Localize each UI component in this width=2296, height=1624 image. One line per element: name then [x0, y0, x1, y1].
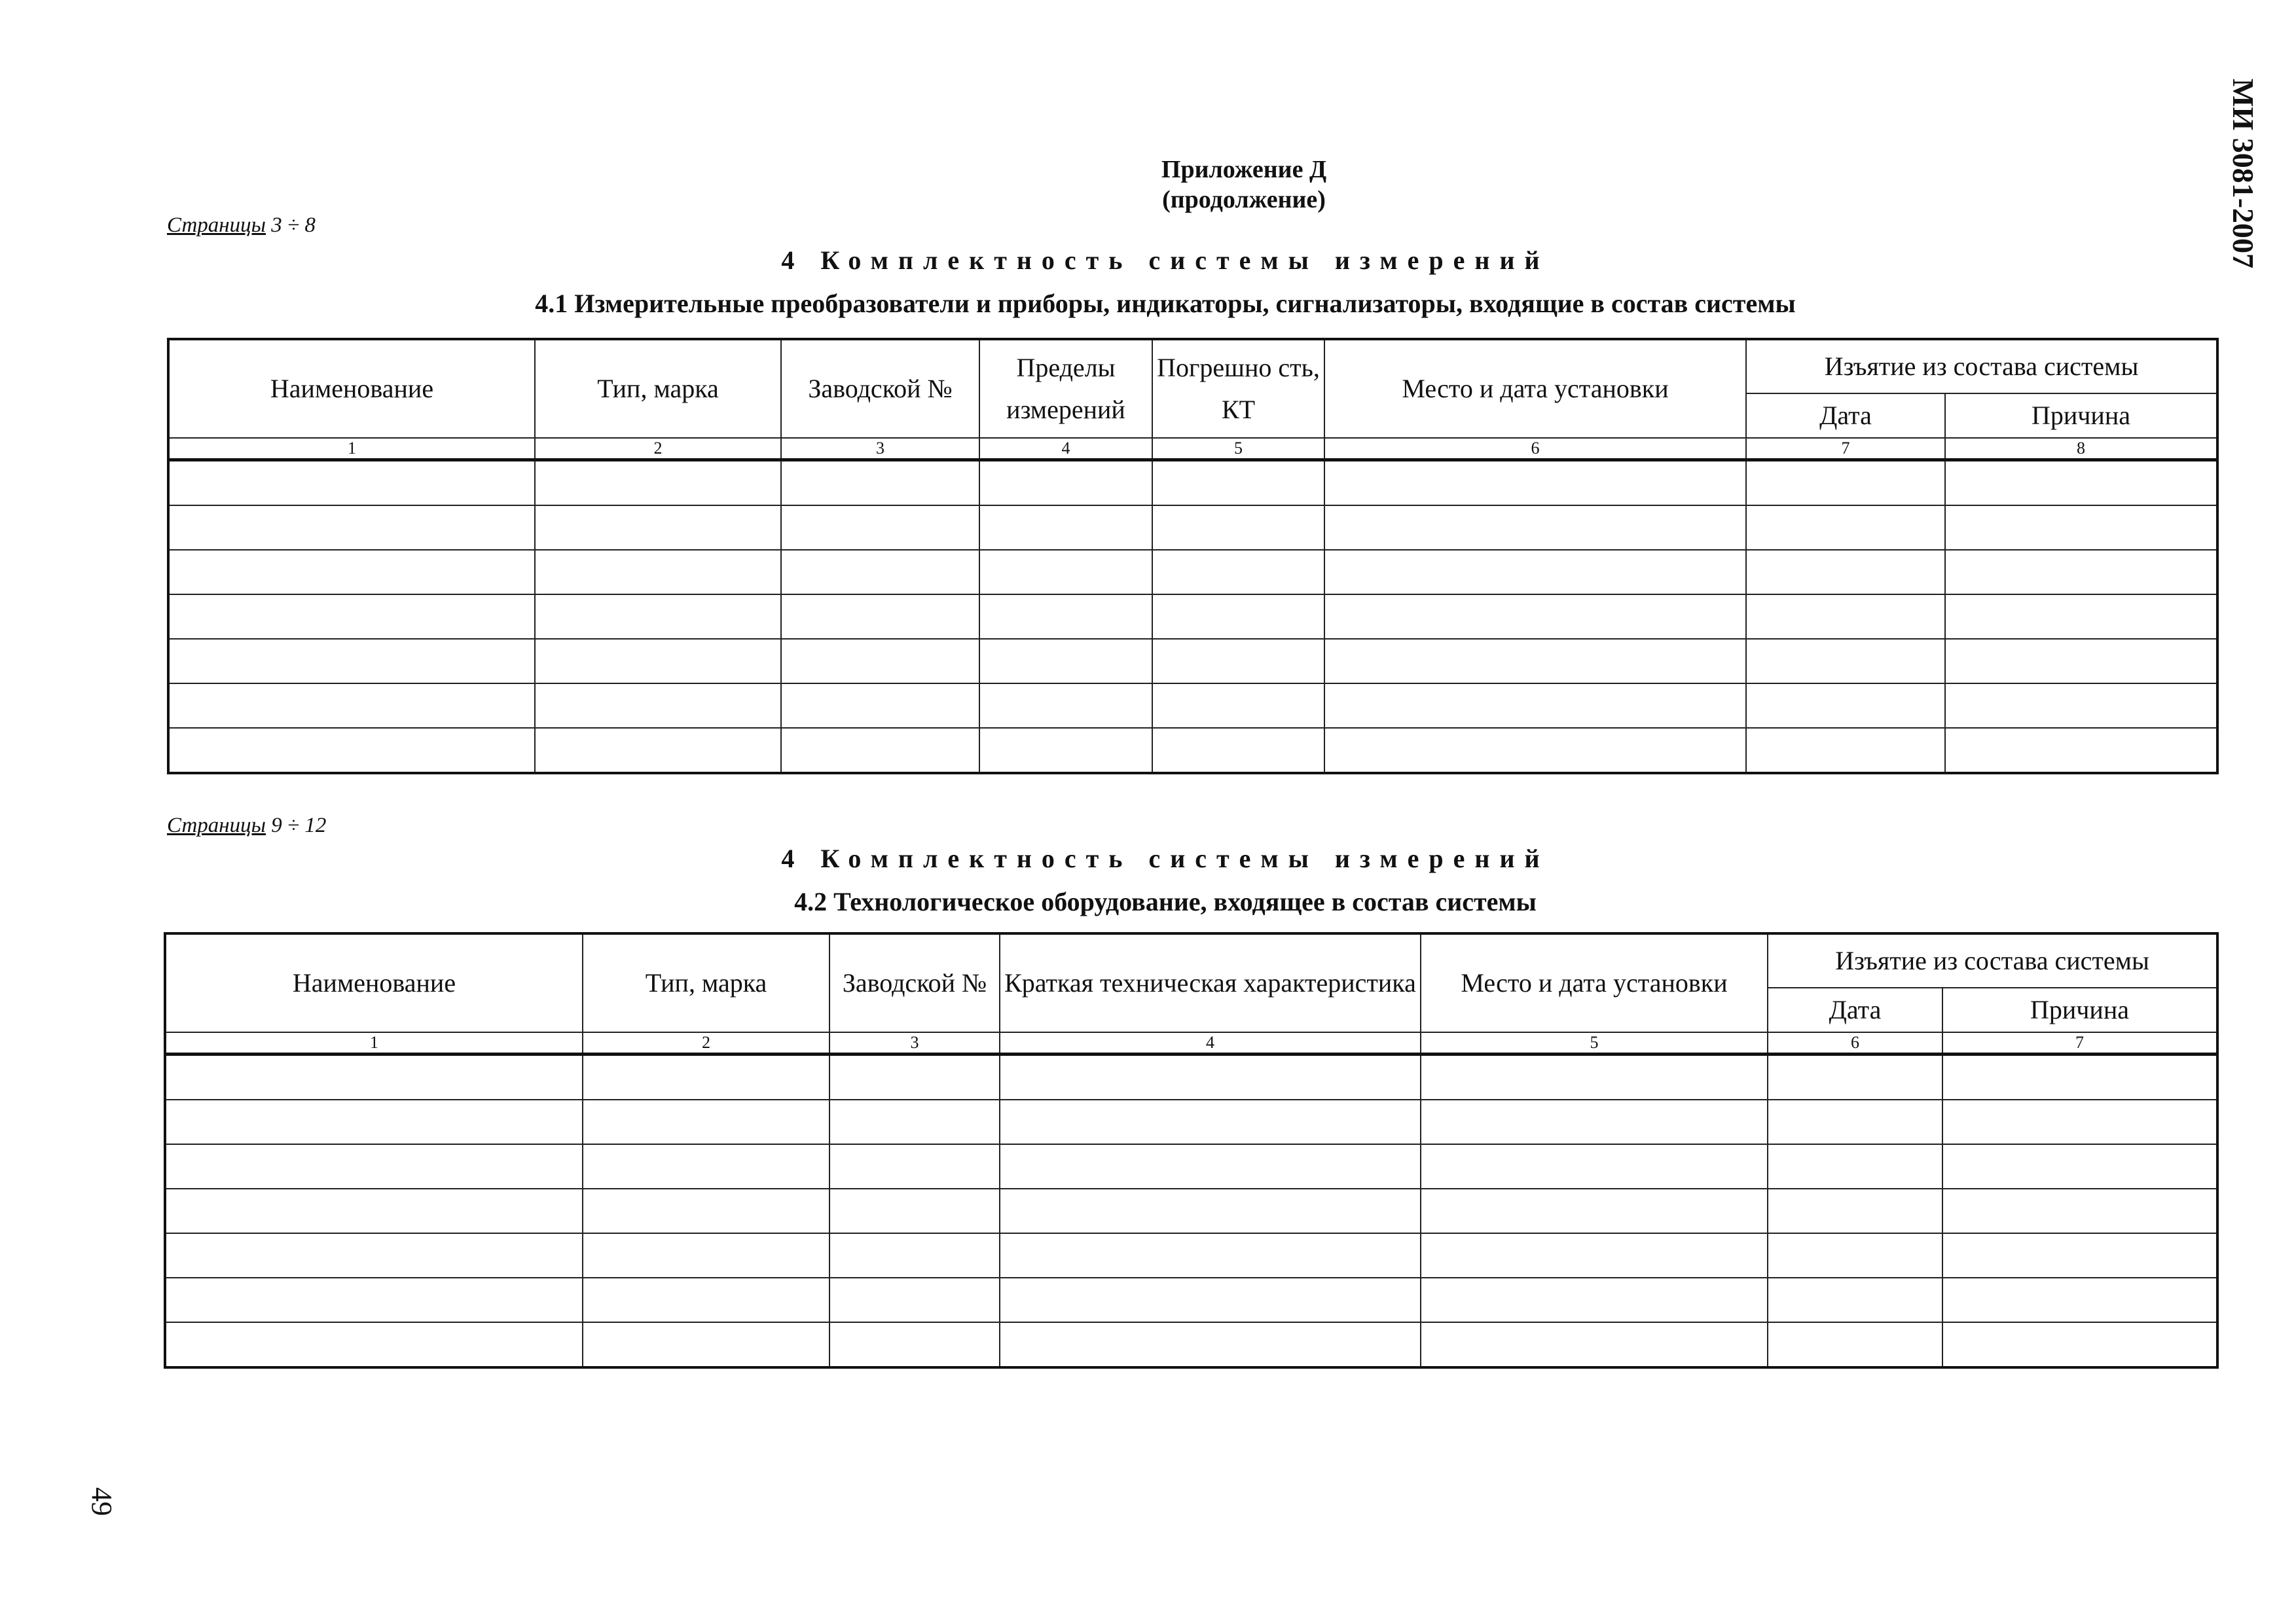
table-cell [1152, 639, 1324, 683]
table-row [168, 594, 2217, 639]
table-cell [1421, 1278, 1768, 1322]
pages-label: Страницы [167, 213, 266, 237]
table-cell [1324, 505, 1746, 550]
column-number: 1 [165, 1032, 583, 1055]
table-cell [1000, 1100, 1421, 1144]
header-limits: Пределы измерений [979, 339, 1152, 438]
table-cell [168, 505, 535, 550]
table-cell [1942, 1189, 2217, 1233]
table-row [168, 505, 2217, 550]
header-error: Погрешно сть, КТ [1152, 339, 1324, 438]
header-type: Тип, марка [535, 339, 781, 438]
table-cell [1768, 1278, 1942, 1322]
header-name: Наименование [165, 933, 583, 1032]
pages-reference-2 [167, 814, 326, 838]
header-serial: Заводской № [829, 933, 1000, 1032]
table-cell [979, 728, 1152, 773]
table-cell [829, 1189, 1000, 1233]
table-cell [535, 728, 781, 773]
table-cell [829, 1055, 1000, 1100]
table-cell [535, 594, 781, 639]
table-cell [1945, 728, 2217, 773]
appendix-title: Приложение Д [1161, 156, 1327, 183]
table-cell [168, 550, 535, 594]
table-cell [1746, 639, 1945, 683]
table-cell [1324, 460, 1746, 506]
table-cell [583, 1055, 829, 1100]
table-cell [165, 1055, 583, 1100]
table-cell [1942, 1322, 2217, 1367]
header-reason: Причина [1945, 393, 2217, 438]
table-cell [1000, 1278, 1421, 1322]
table-cell [829, 1144, 1000, 1189]
table-cell [1942, 1055, 2217, 1100]
appendix-heading [917, 154, 1571, 215]
column-number: 8 [1945, 438, 2217, 460]
header-place: Место и дата установки [1324, 339, 1746, 438]
table-cell [168, 594, 535, 639]
section-title-1: 4 Комплектность системы измерений [781, 245, 1550, 275]
table-cell [1324, 639, 1746, 683]
table-row [165, 1144, 2217, 1189]
table-cell [1152, 505, 1324, 550]
table-cell [168, 639, 535, 683]
pages-label: Страницы [167, 814, 266, 837]
table-cell [1152, 550, 1324, 594]
document-code: МИ 3081-2007 [2227, 79, 2260, 269]
table-cell [1945, 594, 2217, 639]
table-row [168, 460, 2217, 506]
table-cell [829, 1278, 1000, 1322]
table-cell [1945, 460, 2217, 506]
column-number: 2 [583, 1032, 829, 1055]
column-number: 7 [1746, 438, 1945, 460]
table-cell [781, 460, 979, 506]
table-cell [1945, 639, 2217, 683]
table-cell [1942, 1233, 2217, 1278]
table-cell [1945, 683, 2217, 728]
table-cell [535, 460, 781, 506]
table-cell [1746, 728, 1945, 773]
table-cell [1945, 505, 2217, 550]
table-cell [1324, 594, 1746, 639]
column-number: 7 [1942, 1032, 2217, 1055]
table-cell [1942, 1278, 2217, 1322]
column-number: 4 [1000, 1032, 1421, 1055]
table-cell [168, 728, 535, 773]
table-cell [583, 1144, 829, 1189]
table-cell [1000, 1322, 1421, 1367]
table-cell [1746, 505, 1945, 550]
table-row [165, 1100, 2217, 1144]
table-cell [1942, 1144, 2217, 1189]
column-number: 1 [168, 438, 535, 460]
table-cell [1768, 1233, 1942, 1278]
subsection-title-4-2: 4.2 Технологическое оборудование, входящее в состав системы [794, 887, 1537, 916]
table-cell [1000, 1055, 1421, 1100]
table-cell [165, 1144, 583, 1189]
table-cell [1421, 1144, 1768, 1189]
table-cell [781, 639, 979, 683]
table-cell [1152, 728, 1324, 773]
header-type: Тип, марка [583, 933, 829, 1032]
table-row [168, 639, 2217, 683]
table-cell [781, 550, 979, 594]
column-number: 3 [829, 1032, 1000, 1055]
table-cell [1768, 1189, 1942, 1233]
table-cell [1746, 550, 1945, 594]
table-row [165, 1322, 2217, 1367]
header-spec: Краткая техническая характеристика [1000, 933, 1421, 1032]
table-row [168, 550, 2217, 594]
table-cell [165, 1278, 583, 1322]
table-cell [781, 505, 979, 550]
table-cell [583, 1100, 829, 1144]
table-row [168, 683, 2217, 728]
table-cell [168, 683, 535, 728]
header-name: Наименование [168, 339, 535, 438]
header-date: Дата [1746, 393, 1945, 438]
table-cell [165, 1322, 583, 1367]
table-cell [165, 1189, 583, 1233]
table-cell [583, 1322, 829, 1367]
table-cell [781, 728, 979, 773]
column-number: 4 [979, 438, 1152, 460]
table-cell [1324, 550, 1746, 594]
table-cell [1421, 1322, 1768, 1367]
table-row [168, 728, 2217, 773]
header-removal: Изъятие из состава системы [1768, 933, 2217, 988]
table-cell [1324, 728, 1746, 773]
table-row [165, 1055, 2217, 1100]
column-number: 2 [535, 438, 781, 460]
table-cell [583, 1278, 829, 1322]
table-cell [583, 1233, 829, 1278]
header-reason: Причина [1942, 988, 2217, 1032]
column-numbers-row [168, 438, 2217, 460]
table-cell [781, 683, 979, 728]
table-cell [979, 460, 1152, 506]
header-removal: Изъятие из состава системы [1746, 339, 2217, 393]
column-number: 6 [1324, 438, 1746, 460]
table-cell [1000, 1189, 1421, 1233]
table-cell [1152, 683, 1324, 728]
table-row [165, 1189, 2217, 1233]
table-cell [1768, 1055, 1942, 1100]
table-cell [1324, 683, 1746, 728]
pages-range: 9 ÷ 12 [271, 814, 327, 837]
table-cell [535, 683, 781, 728]
table-cell [979, 683, 1152, 728]
equipment-table [164, 932, 2219, 1369]
header-date: Дата [1768, 988, 1942, 1032]
table-cell [1746, 683, 1945, 728]
pages-reference-1 [167, 213, 316, 238]
instruments-table [167, 338, 2219, 774]
table-row [165, 1278, 2217, 1322]
subsection-title-4-1: 4.1 Измерительные преобразователи и приборы, индикаторы, сигнализаторы, входящие в состав системы [535, 289, 1796, 318]
table-cell [1421, 1100, 1768, 1144]
table-cell [1152, 460, 1324, 506]
table-cell [1000, 1233, 1421, 1278]
table-cell [535, 550, 781, 594]
table-cell [829, 1100, 1000, 1144]
table-cell [1768, 1322, 1942, 1367]
table-cell [1421, 1189, 1768, 1233]
table-cell [979, 505, 1152, 550]
header-serial: Заводской № [781, 339, 979, 438]
table-cell [168, 460, 535, 506]
header-place: Место и дата установки [1421, 933, 1768, 1032]
table-cell [979, 550, 1152, 594]
table-cell [781, 594, 979, 639]
table-cell [535, 505, 781, 550]
table-cell [1945, 550, 2217, 594]
table-cell [1421, 1233, 1768, 1278]
table-cell [1942, 1100, 2217, 1144]
column-number: 5 [1152, 438, 1324, 460]
table-row [165, 1233, 2217, 1278]
appendix-subtitle: (продолжение) [1162, 186, 1326, 213]
pages-range: 3 ÷ 8 [271, 213, 316, 237]
table-cell [979, 639, 1152, 683]
table-cell [1746, 594, 1945, 639]
table-cell [1000, 1144, 1421, 1189]
column-number: 5 [1421, 1032, 1768, 1055]
table-cell [1768, 1144, 1942, 1189]
table-cell [1421, 1055, 1768, 1100]
table-cell [165, 1100, 583, 1144]
column-numbers-row [165, 1032, 2217, 1055]
table-cell [979, 594, 1152, 639]
table-cell [1746, 460, 1945, 506]
column-number: 6 [1768, 1032, 1942, 1055]
table-cell [165, 1233, 583, 1278]
page-number: 49 [86, 1487, 118, 1516]
table-cell [1768, 1100, 1942, 1144]
table-cell [1152, 594, 1324, 639]
table-cell [583, 1189, 829, 1233]
column-number: 3 [781, 438, 979, 460]
section-title-2: 4 Комплектность системы измерений [781, 844, 1550, 873]
table-cell [829, 1322, 1000, 1367]
table-cell [535, 639, 781, 683]
table-cell [829, 1233, 1000, 1278]
